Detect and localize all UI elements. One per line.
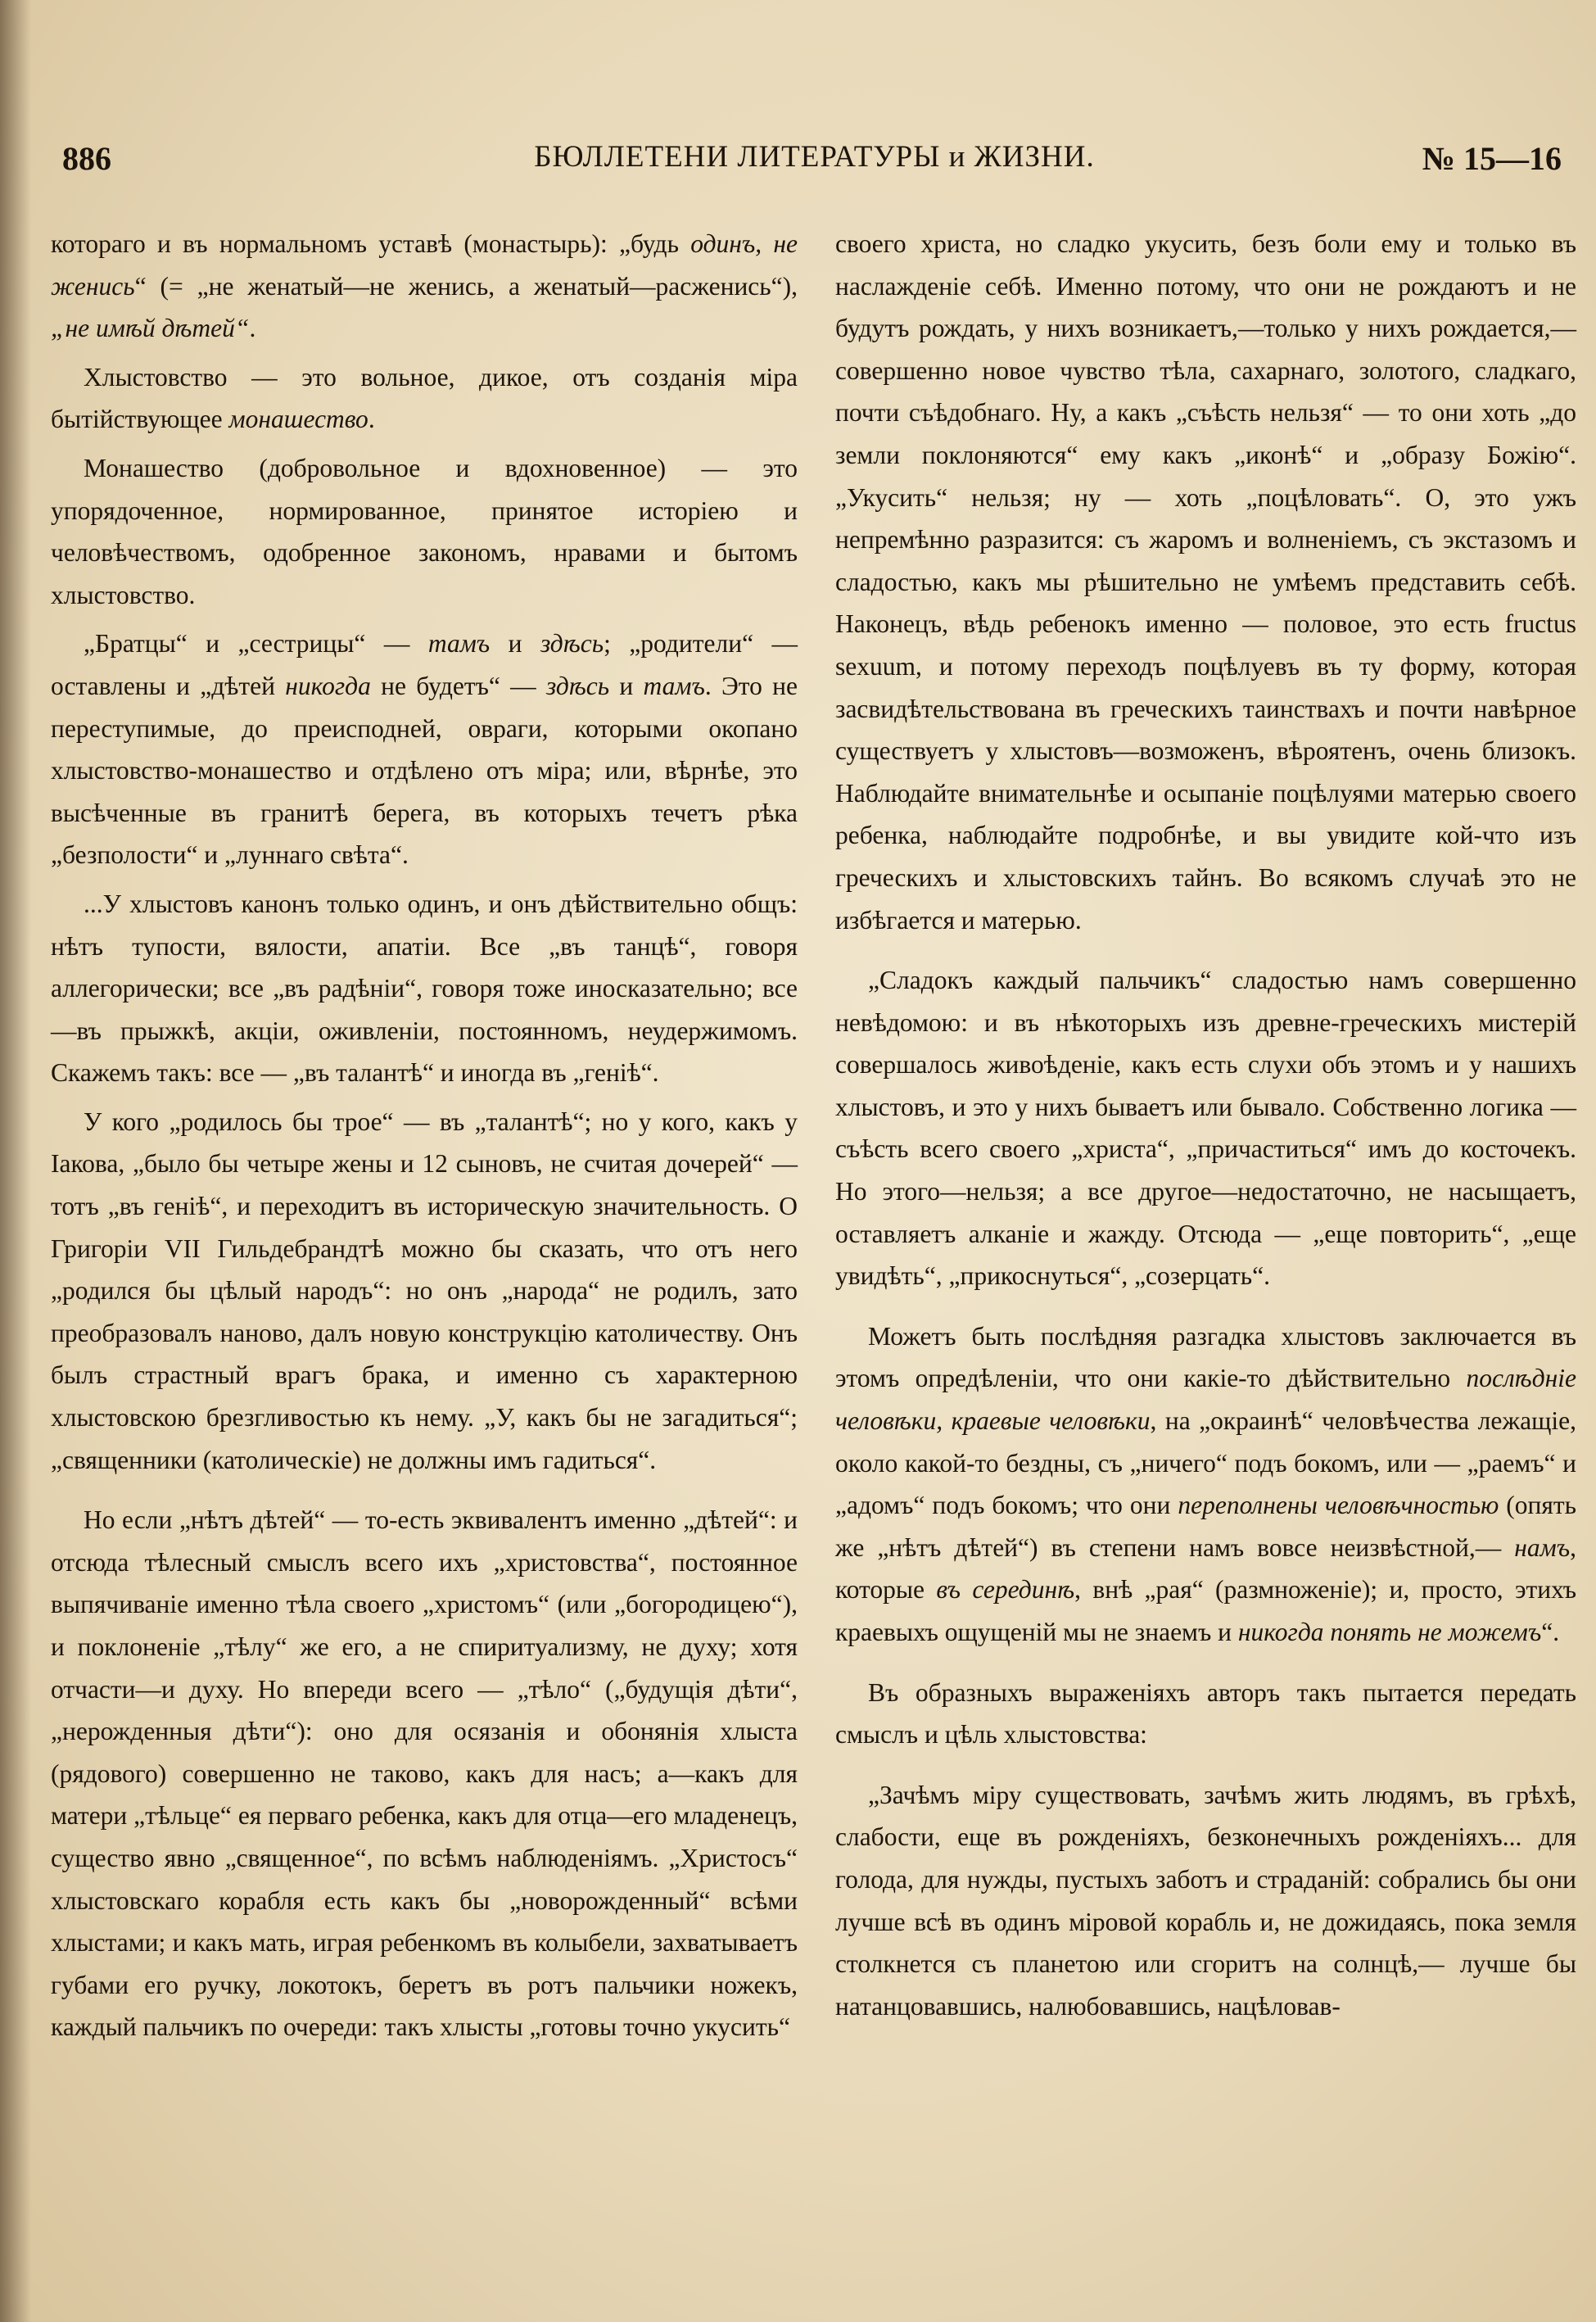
italic-phrase: монашество [228,405,368,434]
paragraph: „Зачѣмъ міру существовать, зачѣмъ жить людямъ, въ грѣхѣ, слабости, еще въ рожденіяхъ, безконечныхъ рожденіяхъ... для голода, для нужды, пустыхъ заботъ и страданій: собрались бы они лучше всѣ въ одинъ міровой корабль и, не дожидаясь, пока земля столкнется съ планетою или сгоритъ на солнцѣ,— лучше бы натанцовавшись, налюбовавшись, нацѣловав- [835,1780,1576,2021]
page-header [57,139,1571,197]
issue-number: № 15—16 [1422,140,1562,177]
paragraph: Въ образныхъ выраженіяхъ авторъ такъ пытается передать смыслъ и цѣль хлыстовства: [835,1677,1576,1749]
paragraph: Можетъ быть послѣдняя разгадка хлыстовъ заключается въ этомъ опредѣленіи, что они какіе-то дѣйствительно послѣдніе человѣки, краевые человѣки, на „окраинѣ“ человѣчества лежащіе, около какой-то бездны, съ „ничего“ подъ бокомъ, или — „раемъ“ и „адомъ“ подъ бокомъ; что они переполнены человѣчностью (опять же „нѣтъ дѣтей“) въ степени намъ вовсе неизвѣстной,— намъ, которые въ серединѣ, внѣ „рая“ (размноженіе); и, просто, этихъ краевыхъ ощущеній мы не знаемъ и никогда понять не можемъ“. [835,1321,1577,1646]
paragraph: „Братцы“ и „сестрицы“ — тамъ и здѣсь; „родители“ — оставлены и „дѣтей никогда не будетъ“ — здѣсь и тамъ. Это не переступимые, до преисподней, овраги, которыми окопано хлыстовство-монашество и отдѣлено отъ міра; или, вѣрнѣе, это высѣченные въ гранитѣ берега, въ которыхъ течетъ рѣка „безполости“ и „луннаго свѣта“. [51,629,798,870]
italic-phrase: тамъ [643,671,705,700]
italic-phrase: здѣсь [540,629,604,659]
italic-phrase: никогда понять не можемъ [1237,1618,1542,1646]
paragraph: Монашество (добровольное и вдохновенное) — это упорядоченное, нормированное, принятое исторіею и человѣчествомъ, одобренное закономъ, нравами и бытомъ хлыстовство. [51,453,798,609]
page-number: 886 [62,140,111,177]
paragraph: котораго и въ нормальномъ уставѣ (монастырь): „будь одинъ, не женись“ (= „не женатый—не женись, а женатый—расженись“), „не имѣй дѣтей“. [51,229,798,343]
paragraph: Но если „нѣтъ дѣтей“ — то-есть эквивалентъ именно „дѣтей“: и отсюда тѣлесный смыслъ всего ихъ „христовства“, постоянное выпячиваніе именно тѣла своего „христомъ“ (или „богородицею“), и поклоненіе „тѣлу“ же его, а не спиритуализму, не духу; хотя отчасти—и духу. Но впереди всего — „тѣло“ („будущія дѣти“, „нерожденныя дѣти“): оно для осязанія и обонянія хлыста (рядового) совершенно не таково, какъ для насъ; а—какъ для матери „тѣльце“ ея перваго ребенка, какъ для отца—его младенецъ, существо явно „священное“, по всѣмъ наблюденіямъ. „Христосъ“ хлыстовскаго корабля есть какъ бы „новорожденный“ всѣми хлыстами; и какъ мать, играя ребенкомъ въ колыбели, захватываетъ губами его ручку, локотокъ, беретъ въ ротъ пальчики ножекъ, каждый пальчикъ по очереди: такъ хлысты „готовы точно укусить“ [51,1505,798,2042]
paragraph: своего христа, но сладко укусить, безъ боли ему и только въ наслажденіе себѣ. Именно потому, что они не рождаютъ и не будутъ рождать, у нихъ возникаетъ,—только у нихъ рождается,— совершенно новое чувство тѣла, сахарнаго, золотого, сладкаго, почти съѣдобнаго. Ну, а какъ „съѣсть нельзя“ — то они хоть „до земли поклоняются“ ему какъ „иконѣ“ и „образу Божію“. „Укусить“ нельзя; ну — хоть „поцѣловать“. О, это ужъ непремѣнно разразится: съ жаромъ и волненіемъ, съ экстазомъ и сладостью, какъ мы рѣшительно не умѣемъ представить себѣ. Наконецъ, вѣдь ребенокъ именно — половое, это есть fructus sexuum, и потому переходъ поцѣлуевъ въ ту форму, которая засвидѣтельствована въ греческихъ таинствахъ и почти навѣрное существуетъ у хлыстовъ—возможенъ, вѣроятенъ, очень близокъ. Наблюдайте внимательнѣе и осыпаніе поцѣлуями матерью своего ребенка, наблюдайте подробнѣе, и вы увидите кой-что изъ греческихъ и хлыстовскихъ тайнъ. Во всякомъ случаѣ это не избѣгается и матерью. [835,229,1576,935]
italic-phrase: намъ [1514,1532,1571,1562]
page-edge-shadow [0,0,31,2322]
paragraph: „Сладокъ каждый пальчикъ“ сладостью намъ совершенно невѣдомою: и въ нѣкоторыхъ изъ древне-греческихъ мистерій совершалось живоѣденіе, какъ есть слухи объ этомъ и у нашихъ хлыстовъ, и это у нихъ бываетъ или бывало. Собственно логика — съѣсть всего своего „христа“, „причаститься“ имъ до косточекъ. Но этого—нельзя; а все другое—недостаточно, не насыщаетъ, оставляетъ алканіе и жажду. Отсюда — „еще повторить“, „еще увидѣть“, „прикоснуться“, „созерцать“. [835,966,1576,1291]
italic-phrase: въ серединѣ [936,1575,1075,1605]
left-column [51,223,798,2055]
italic-phrase: одинъ, не женись [51,229,798,301]
italic-phrase: „не имѣй дѣтей“ [51,314,250,343]
paragraph: Хлыстовство — это вольное, дикое, отъ созданія міра бытійствующее монашество. [51,362,798,434]
running-title: БЮЛЛЕТЕНИ ЛИТЕРАТУРЫ и ЖИЗНИ. [534,140,1095,174]
paragraph: ...У хлыстовъ канонъ только одинъ, и онъ дѣйствительно общъ: нѣтъ тупости, вялости, апатіи. Все „въ танцѣ“, говоря аллегорически; все „въ радѣніи“, говоря тоже иносказательно; все—въ прыжкѣ, акціи, оживленіи, постоянномъ, неудержимомъ. Скажемъ такъ: все — „въ талантѣ“ и иногда въ „геніѣ“. [51,889,798,1088]
italic-phrase: тамъ [427,629,491,659]
right-column [835,223,1576,2034]
italic-phrase: здѣсь [545,671,610,700]
italic-phrase: переполнены человѣчностью [1178,1491,1499,1520]
paragraph: У кого „родилось бы трое“ — въ „талантѣ“; но у кого, какъ у Іакова, „было бы четыре жены и 12 сыновъ, не считая дочерей“ — тотъ „въ геніѣ“, и переходитъ въ историческую значительность. О Григоріи VII Гильдебрандтѣ можно бы сказать, что отъ него „родился бы цѣлый народъ“: но онъ „народа“ не родилъ, зато преобразовалъ наново, далъ новую конструкцію католичеству. Онъ былъ страстный врагъ брака, и именно съ характерною хлыстовскою брезгливостью къ нему. „У, какъ бы не загадиться“; „священники (католическіе) не должны имъ гадиться“. [51,1107,798,1474]
italic-phrase: послѣдніе человѣки, краевые человѣки [835,1364,1576,1436]
italic-phrase: никогда [285,671,371,700]
